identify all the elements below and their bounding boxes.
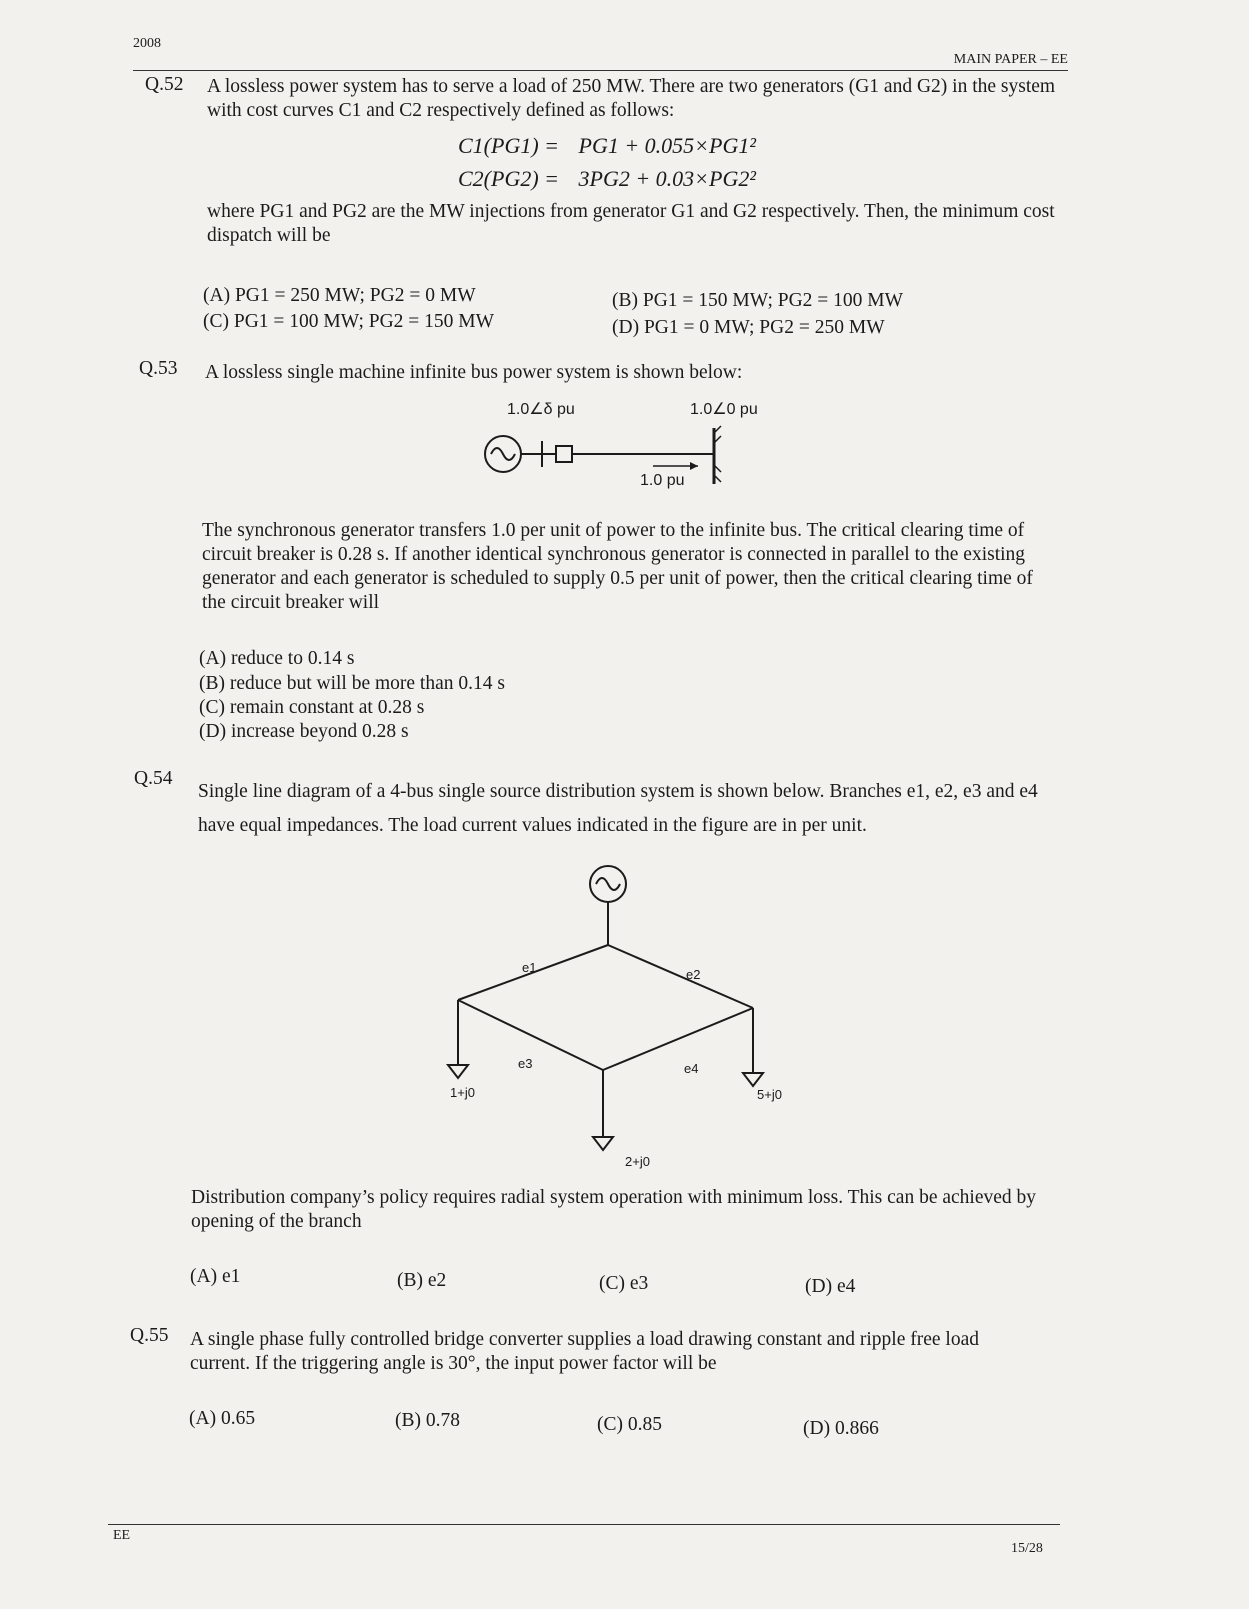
distribution-diagram (440, 860, 810, 1190)
label-load-bottom: 2+j0 (625, 1154, 650, 1169)
header-paper: MAIN PAPER – EE (953, 52, 1068, 67)
label-e3: e3 (518, 1056, 533, 1071)
q53-option-a[interactable]: (A) reduce to 0.14 s (199, 648, 355, 669)
footer-left: EE (113, 1528, 131, 1543)
smib-diagram (470, 393, 770, 503)
label-e2: e2 (686, 967, 701, 982)
gen-voltage-label: 1.0∠δ pu (507, 401, 575, 418)
power-flow-label: 1.0 pu (640, 472, 685, 489)
q54-option-d[interactable]: (D) e4 (805, 1276, 856, 1297)
q55-option-b[interactable]: (B) 0.78 (395, 1410, 460, 1431)
q52-eq1-lhs: C1(PG1) = (458, 133, 559, 158)
q52-option-a[interactable]: (A) PG1 = 250 MW; PG2 = 0 MW (203, 285, 476, 306)
q52-option-b[interactable]: (B) PG1 = 150 MW; PG2 = 100 MW (612, 290, 904, 311)
q53-text-2: The synchronous generator transfers 1.0 per unit of power to the infinite bus. The critical clearing time of circuit breaker is 0.28 s. If another identical synchronous generator is connected in parallel to the existing generator and each generator is scheduled to supply 0.5 per unit of power, then the critical clearing time of the circuit breaker will (202, 520, 1033, 613)
footer-rule (108, 1524, 1060, 1525)
page-number: 15/28 (1011, 1541, 1043, 1556)
load-right-arrow-icon (743, 1073, 763, 1086)
label-load-right: 5+j0 (757, 1087, 782, 1102)
q52-text-2: where PG1 and PG2 are the MW injections from generator G1 and G2 respectively. Then, the minimum cost dispatch will be (207, 201, 1055, 246)
bus-voltage-label: 1.0∠0 pu (690, 401, 758, 418)
q55-text: A single phase fully controlled bridge converter supplies a load drawing constant and ripple free load current. If the triggering angle is 30°, the input power factor will be (190, 1329, 979, 1374)
circuit-breaker-icon (556, 446, 572, 462)
q55-option-c[interactable]: (C) 0.85 (597, 1414, 662, 1435)
q55-option-a[interactable]: (A) 0.65 (189, 1408, 256, 1429)
header-rule (133, 70, 1068, 71)
q52-eq2-lhs: C2(PG2) = (458, 166, 559, 191)
q52-text-body: A lossless power system has to serve a load of 250 MW. There are two generators (G1 and G2) in the system with cost curves C1 and C2 respectively defined as follows: (207, 76, 1056, 121)
q53-option-b[interactable]: (B) reduce but will be more than 0.14 s (199, 673, 505, 694)
label-e4: e4 (684, 1061, 699, 1076)
q52-equation-2 (458, 166, 756, 192)
arrow-head-icon (690, 462, 698, 470)
q55-option-d[interactable]: (D) 0.866 (803, 1418, 879, 1439)
q52-eq1-rhs: PG1 + 0.055×PG1² (578, 133, 756, 158)
sine-wave-icon (596, 878, 620, 890)
q55-number: Q.55 (130, 1325, 169, 1346)
sine-wave-icon (491, 448, 515, 460)
q52-option-c[interactable]: (C) PG1 = 100 MW; PG2 = 150 MW (203, 311, 495, 332)
q53-number: Q.53 (139, 358, 178, 379)
q52-eq2-rhs: 3PG2 + 0.03×PG2² (578, 166, 756, 191)
q53-option-d[interactable]: (D) increase beyond 0.28 s (199, 721, 409, 742)
branch-e2 (608, 945, 753, 1008)
q53-text: A lossless single machine infinite bus power system is shown below: (205, 362, 743, 383)
q53-option-c[interactable]: (C) remain constant at 0.28 s (199, 697, 425, 718)
q54-option-a[interactable]: (A) e1 (190, 1266, 241, 1287)
header-year: 2008 (133, 36, 161, 51)
q54-option-b[interactable]: (B) e2 (397, 1270, 447, 1291)
q52-equation-1 (458, 133, 756, 159)
load-left-arrow-icon (448, 1065, 468, 1078)
q52-text (207, 75, 1057, 123)
label-e1: e1 (522, 960, 537, 975)
q54-number: Q.54 (134, 768, 173, 789)
q52-option-d[interactable]: (D) PG1 = 0 MW; PG2 = 250 MW (612, 317, 885, 338)
q52-number: Q.52 (145, 74, 184, 95)
q54-option-c[interactable]: (C) e3 (599, 1273, 649, 1294)
load-bottom-arrow-icon (593, 1137, 613, 1150)
q54-text: Single line diagram of a 4-bus single source distribution system is shown below. Branches e1, e2, e3 and e4 have equal impedances. The load current values indicated in the figure are in per unit. (198, 781, 1038, 836)
label-load-left: 1+j0 (450, 1085, 475, 1100)
branch-e4 (603, 1008, 753, 1070)
q54-text-2: Distribution company’s policy requires radial system operation with minimum loss. This can be achieved by opening of the branch (191, 1187, 1037, 1232)
